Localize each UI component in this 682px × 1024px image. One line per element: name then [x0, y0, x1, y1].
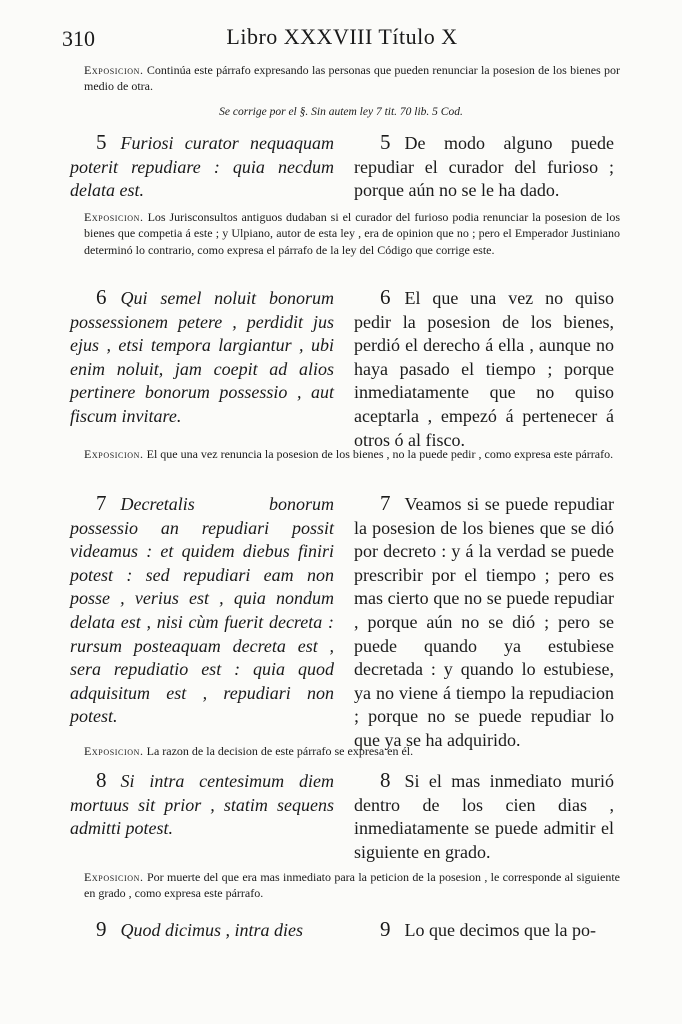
spanish-text: Lo que decimos que la po-	[404, 920, 596, 940]
latin-text: Furiosi curator nequaquam poterit repudiare : quia necdum delata est.	[70, 133, 334, 201]
running-title: Libro XXXVIII Título X	[226, 24, 458, 49]
exposition-1	[84, 62, 620, 95]
exposition-2	[84, 209, 620, 258]
latin-text: Qui semel noluit bonorum possessionem petere , perdidit jus ejus , etsi tempora largiantur , ubi enim noluit, jam coepit ad alios pertinere bonorum possessio , aut fiscum invitare.	[70, 288, 334, 426]
latin-paragraph-8	[70, 769, 334, 841]
latin-paragraph-5	[70, 131, 334, 203]
spanish-text: Veamos si se puede repudiar la posesion de los bienes que se dió por decreto : y á la verdad se puede prescribir por el tiempo ; pero es mas cierto que no se puede repudiar , porque aún no se dió ; pero se puede quando ya estubiese decretada : y quando lo estubiese, ya no viene á tiempo la repudiacion ; porque no se puede repudiar lo que ya se ha adquirido.	[354, 494, 614, 750]
paragraph-number: 8	[380, 768, 391, 792]
paragraph-number: 8	[96, 768, 107, 792]
exposition-label: Exposicion.	[84, 870, 144, 884]
spanish-paragraph-7	[354, 492, 614, 753]
page-number: 310	[62, 26, 95, 51]
latin-text: Si intra centesimum diem mortuus sit prior , statim sequens admitti potest.	[70, 771, 334, 839]
spanish-paragraph-5	[354, 131, 614, 203]
exposition-text: Los Jurisconsultos antiguos dudaban si el curador del furioso podia renunciar la posesion de los bienes que competia á este ; y Ulpiano, autor de esta ley , era de opinion que no ; pero el Emperador Justiniano determinó lo contrario, como expresa el párrafo de la ley del Código que corrige este.	[84, 210, 621, 257]
exposition-label: Exposicion.	[84, 744, 144, 758]
latin-text: Quod dicimus , intra dies	[120, 920, 303, 940]
page-header	[62, 24, 622, 52]
paragraph-number: 6	[380, 285, 391, 309]
spanish-paragraph-6	[354, 286, 614, 452]
exposition-3	[84, 446, 620, 462]
paragraph-number: 7	[380, 491, 391, 515]
correction-note: Se corrige por el §. Sin autem ley 7 tit. 70 lib. 5 Cod.	[219, 106, 463, 118]
paragraph-number: 9	[380, 917, 391, 941]
latin-paragraph-9	[70, 918, 334, 943]
paragraph-number: 9	[96, 917, 107, 941]
latin-text: Decretalis bonorum possessio an repudiari possit videamus : et quidem diebus finiri potest : sed repudiari eam non posse , verius est , quia nondum delata est , nisi cùm fuerit decreta : rursum posteaquam decreta est , sera repudiatio est : quia quod adquisitum est , repudiari non potest.	[70, 494, 334, 727]
spanish-text: De modo alguno puede repudiar el curador del furioso ; porque aún no se le ha dado.	[354, 133, 614, 201]
exposition-text: La razon de la decision de este párrafo se expresa en él.	[146, 744, 414, 758]
spanish-text: El que una vez no quiso pedir la posesion de los bienes, perdió el derecho á ella , aunque no haya pasado el tiempo ; porque inmediatamente que no quiso aceptarla , empezó á pertenecer á otros ó al fisco.	[354, 288, 614, 450]
exposition-4	[84, 743, 620, 759]
exposition-label: Exposicion.	[84, 447, 144, 461]
exposition-5	[84, 869, 620, 902]
spanish-paragraph-9	[354, 918, 614, 943]
spanish-text: Si el mas inmediato murió dentro de los cien dias , inmediatamente se puede admitir el siguiente en grado.	[354, 771, 614, 862]
exposition-text: Por muerte del que era mas inmediato para la peticion de la posesion , le corresponde al siguiente en grado , como expresa este párrafo.	[84, 870, 621, 901]
latin-paragraph-6	[70, 286, 334, 429]
paragraph-number: 6	[96, 285, 107, 309]
paragraph-number: 5	[380, 130, 391, 154]
exposition-text: El que una vez renuncia la posesion de los bienes , no la puede pedir , como expresa este párrafo.	[146, 447, 614, 461]
paragraph-number: 5	[96, 130, 107, 154]
paragraph-number: 7	[96, 491, 107, 515]
exposition-text: Continúa este párrafo expresando las personas que pueden renunciar la posesion de los bienes por medio de otra.	[84, 63, 620, 94]
exposition-label: Exposicion.	[84, 63, 144, 77]
spanish-paragraph-8	[354, 769, 614, 864]
exposition-label: Exposicion.	[84, 210, 144, 224]
latin-paragraph-7	[70, 492, 334, 729]
